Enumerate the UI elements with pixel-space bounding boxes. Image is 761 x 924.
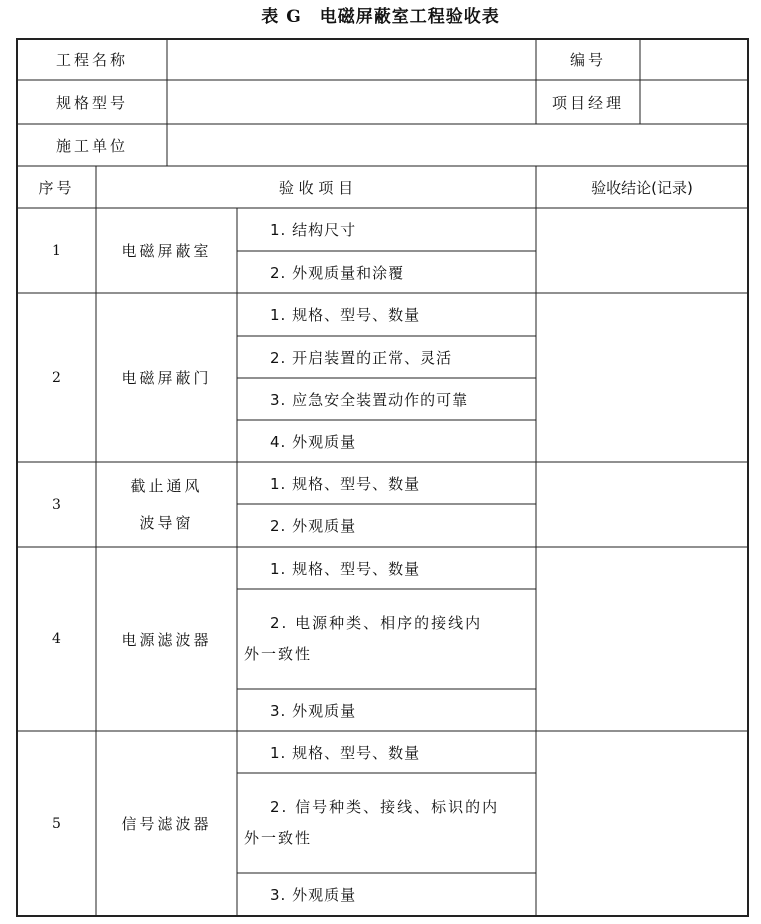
- group-5-item-2-line-2: 外一致性: [244, 829, 313, 847]
- group-3-result[interactable]: [540, 462, 744, 547]
- group-4-seq: 4: [52, 631, 61, 647]
- project-name-field[interactable]: [172, 39, 532, 80]
- group-3-item-1: 1. 规格、型号、数量: [270, 474, 421, 493]
- group-3-name-line-2: 波导窗: [139, 513, 194, 532]
- group-5-seq: 5: [52, 815, 61, 832]
- column-header-result: 验收结论(记录): [591, 178, 693, 197]
- group-1-name: 电磁屏蔽室: [121, 242, 212, 260]
- group-3-item-2: 2. 外观质量: [270, 517, 357, 535]
- unit-field[interactable]: [172, 124, 742, 166]
- group-2-result[interactable]: [540, 293, 744, 462]
- group-5-item-3: 3. 外观质量: [270, 886, 357, 904]
- group-1-item-1: 1. 结构尺寸: [270, 221, 357, 239]
- group-2-item-2: 2. 开启装置的正常、灵活: [270, 348, 453, 367]
- unit-label: 施工单位: [55, 136, 128, 155]
- group-4-item-3: 3. 外观质量: [270, 701, 357, 720]
- manager-field[interactable]: [645, 80, 745, 124]
- group-4-name: 电源滤波器: [121, 630, 212, 649]
- table-code: 表 G: [261, 7, 302, 27]
- group-4-result[interactable]: [540, 547, 744, 731]
- group-2-name: 电磁屏蔽门: [121, 369, 212, 387]
- group-1-item-2: 2. 外观质量和涂覆: [270, 263, 405, 282]
- model-field[interactable]: [172, 80, 532, 124]
- group-3-seq: 3: [52, 496, 61, 513]
- group-5-item-1: 1. 规格、型号、数量: [270, 743, 421, 762]
- column-header-items: 验 收 项 目: [278, 178, 354, 197]
- group-5-item-2-line-1: 2. 信号种类、接线、标识的内: [270, 798, 500, 816]
- group-4-item-2-line-1: 2. 电源种类、相序的接线内: [270, 614, 483, 632]
- project-name-label: 工程名称: [55, 51, 128, 69]
- group-2-item-1: 1. 规格、型号、数量: [270, 306, 421, 324]
- table-name: 电磁屏蔽室工程验收表: [319, 7, 500, 27]
- group-5-name: 信号滤波器: [121, 815, 212, 833]
- group-4-item-2: [244, 589, 532, 689]
- column-header-seq: 序号: [38, 178, 75, 197]
- group-4-item-2-line-2: 外一致性: [244, 645, 313, 663]
- model-label: 规格型号: [55, 93, 128, 112]
- group-2-item-4: 4. 外观质量: [270, 432, 357, 451]
- serial-label: 编号: [569, 51, 606, 69]
- group-2-seq: 2: [52, 369, 61, 386]
- group-2-item-3: 3. 应急安全装置动作的可靠: [270, 390, 469, 409]
- group-3-name: [96, 462, 237, 547]
- group-5-result[interactable]: [540, 731, 744, 916]
- group-3-name-line-1: 截止通风: [130, 476, 203, 495]
- serial-field[interactable]: [645, 39, 745, 80]
- group-4-item-1: 1. 规格、型号、数量: [270, 559, 421, 578]
- group-1-result[interactable]: [540, 208, 744, 293]
- group-1-seq: 1: [52, 242, 61, 259]
- group-5-item-2: [244, 773, 532, 873]
- manager-label: 项目经理: [551, 93, 624, 112]
